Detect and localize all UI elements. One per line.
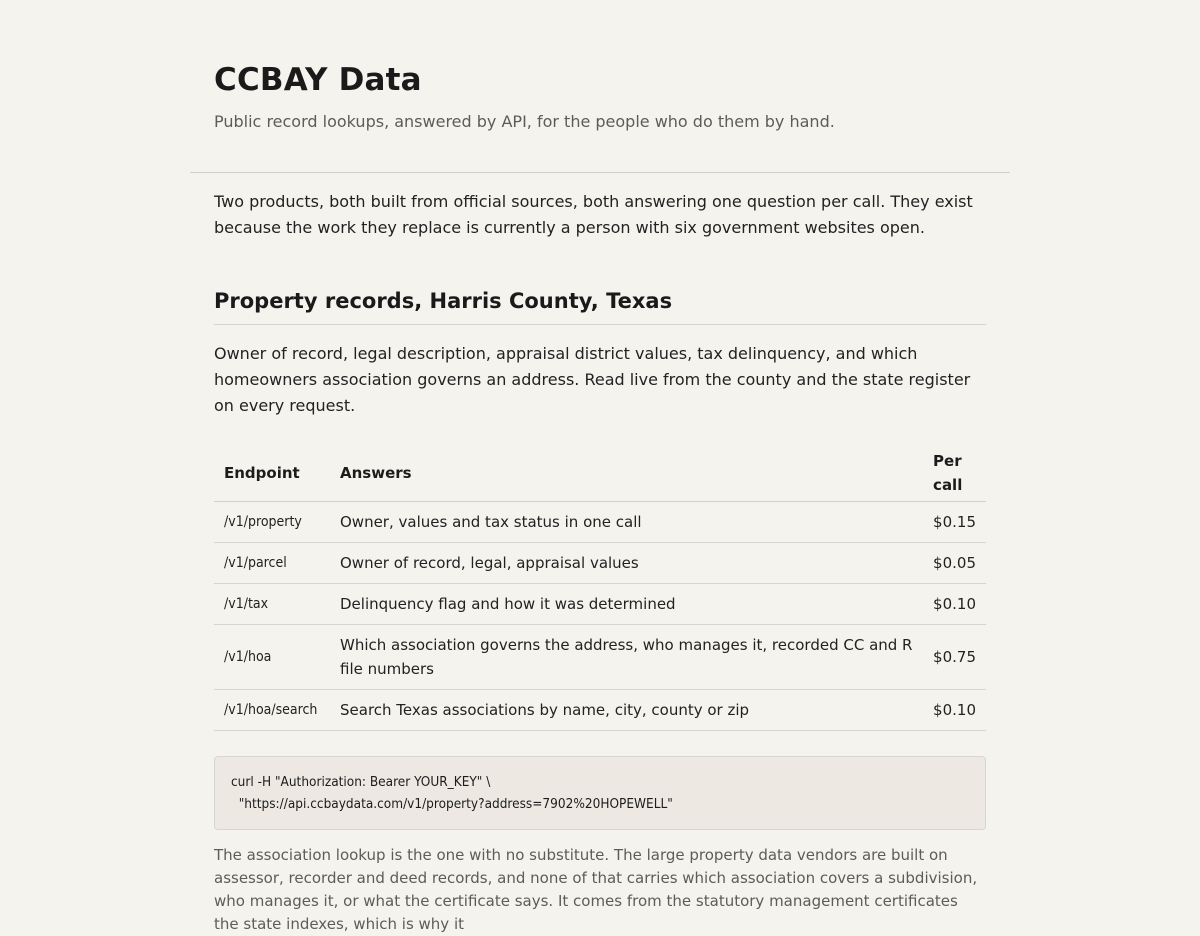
price-cell: $0.15 (923, 502, 986, 543)
table-row (214, 584, 986, 625)
table-row (214, 502, 986, 543)
price-cell: $0.05 (923, 543, 986, 584)
price-cell: $0.75 (923, 625, 986, 690)
answers-cell: Owner, values and tax status in one call (330, 502, 923, 543)
answers-cell: Owner of record, legal, appraisal values (330, 543, 923, 584)
endpoint-cell: /v1/parcel (214, 543, 330, 584)
answers-cell: Which association governs the address, who manages it, recorded CC and R file numbers (330, 625, 923, 690)
endpoint-cell: /v1/hoa/search (214, 690, 330, 731)
endpoint-cell: /v1/tax (214, 584, 330, 625)
endpoint-cell: /v1/hoa (214, 625, 330, 690)
column-header-answers: Answers (330, 445, 923, 502)
association-note: The association lookup is the one with no substitute. The large property data vendors are built on assessor, recorder and deed records, and none of that carries which association covers a subdivision, who manages it, or what the certificate says. It comes from the statutory management certificates the state indexes, which is why it (214, 846, 978, 933)
price-cell: $0.10 (923, 690, 986, 731)
site-title: CCBAY Data (214, 62, 422, 98)
code-line-2: "https://api.ccbaydata.com/v1/property?address=7902%20HOPEWELL" (231, 796, 673, 812)
table-row (214, 690, 986, 731)
column-header-per-call: Per call (923, 445, 986, 502)
section-description: Owner of record, legal description, appraisal district values, tax delinquency, and which homeowners association governs an address. Read live from the county and the state register on every request. (214, 344, 971, 415)
site-tagline: Public record lookups, answered by API, for the people who do them by hand. (214, 112, 835, 131)
site-header (190, 0, 1010, 173)
endpoint-cell: /v1/property (214, 502, 330, 543)
section-title-property-records: Property records, Harris County, Texas (214, 286, 986, 325)
endpoints-table (214, 445, 986, 731)
intro-paragraph: Two products, both built from official sources, both answering one question per call. They exist because the work they replace is currently a person with six government websites open. (214, 192, 973, 237)
table-row (214, 625, 986, 690)
table-row (214, 543, 986, 584)
code-example[interactable] (214, 756, 986, 830)
table-header-row (214, 445, 986, 502)
code-line-1: curl -H "Authorization: Bearer YOUR_KEY" \ (231, 774, 491, 790)
price-cell: $0.10 (923, 584, 986, 625)
answers-cell: Search Texas associations by name, city, county or zip (330, 690, 923, 731)
answers-cell: Delinquency flag and how it was determined (330, 584, 923, 625)
column-header-endpoint: Endpoint (214, 445, 330, 502)
main-content (214, 189, 986, 936)
